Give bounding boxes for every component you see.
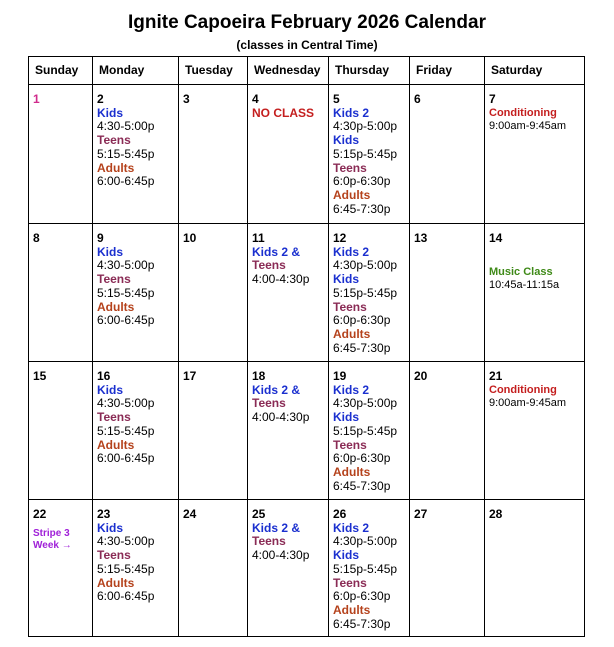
teens-time: 6:0p-6:30p — [333, 313, 391, 328]
day-number: 10 — [183, 231, 197, 245]
day-cell-9 — [93, 224, 179, 362]
day-number: 28 — [489, 507, 503, 521]
weekday-header-row — [29, 57, 585, 85]
cell-spacer — [489, 246, 580, 266]
teens-label: Teens — [252, 396, 286, 411]
day-cell-21 — [485, 362, 585, 500]
day-cell-23 — [93, 500, 179, 637]
adults-time: 6:00-6:45p — [97, 174, 155, 189]
kids-label: Kids — [97, 382, 124, 397]
teens-time: 5:15-5:45p — [97, 146, 155, 161]
day-cell-6 — [410, 85, 485, 224]
day-number: 7 — [489, 92, 496, 106]
day-number: 19 — [333, 369, 347, 383]
day-cell-11 — [248, 224, 329, 362]
day-cell-19 — [329, 362, 410, 500]
day-cell-13 — [410, 224, 485, 362]
day-cell-15 — [29, 362, 93, 500]
day-cell-17 — [179, 362, 248, 500]
day-number: 4 — [252, 92, 259, 106]
teens-label: Teens — [333, 575, 367, 590]
day-cell-27 — [410, 500, 485, 637]
day-cell-5 — [329, 85, 410, 224]
day-number: 15 — [33, 369, 47, 383]
adults-time: 6:45-7:30p — [333, 616, 391, 631]
kids-time: 4:30-5:00p — [97, 258, 155, 273]
music-class-time: 10:45a-11:15a — [489, 278, 560, 291]
teens-time: 5:15-5:45p — [97, 423, 155, 438]
day-cell-16 — [93, 362, 179, 500]
day-cell-12 — [329, 224, 410, 362]
kids2-label: Kids 2 & — [252, 520, 301, 535]
kids-label: Kids — [333, 272, 360, 287]
weekday-header-thursday: Thursday — [329, 57, 410, 85]
teens-label: Teens — [252, 258, 286, 273]
kids2-label: Kids 2 & — [252, 382, 301, 397]
day-cell-28 — [485, 500, 585, 637]
kids2-time: 4:30p-5:00p — [333, 534, 398, 549]
day-number: 6 — [414, 92, 421, 106]
teens-time: 6:0p-6:30p — [333, 589, 391, 604]
kids-label: Kids — [333, 548, 360, 563]
weekday-header-tuesday: Tuesday — [179, 57, 248, 85]
day-cell-7 — [485, 85, 585, 224]
day-number: 9 — [97, 231, 104, 245]
day-cell-3 — [179, 85, 248, 224]
conditioning-time: 9:00am-9:45am — [489, 396, 567, 409]
day-number: 17 — [183, 369, 197, 383]
kids-time: 5:15p-5:45p — [333, 423, 398, 438]
day-number: 23 — [97, 507, 111, 521]
day-number: 8 — [33, 231, 40, 245]
conditioning-label: Conditioning — [489, 383, 557, 396]
adults-time: 6:45-7:30p — [333, 201, 391, 216]
day-number: 3 — [183, 92, 190, 106]
adults-time: 6:00-6:45p — [97, 589, 155, 604]
adults-label: Adults — [333, 326, 371, 341]
adults-time: 6:00-6:45p — [97, 451, 155, 466]
day-number: 11 — [252, 231, 265, 245]
kids-label: Kids — [97, 244, 124, 259]
adults-time: 6:00-6:45p — [97, 313, 155, 328]
day-number: 1 — [33, 92, 40, 106]
kids-time: 5:15p-5:45p — [333, 285, 398, 300]
kids-label: Kids — [333, 410, 360, 425]
teens-label: Teens — [97, 272, 131, 287]
teens-label: Teens — [333, 437, 367, 452]
day-cell-14 — [485, 224, 585, 362]
kids2-time: 4:30p-5:00p — [333, 396, 398, 411]
kids2-label: Kids 2 & — [252, 244, 301, 259]
adults-label: Adults — [333, 187, 371, 202]
adults-time: 6:45-7:30p — [333, 340, 391, 355]
weekday-header-sunday: Sunday — [29, 57, 93, 85]
kids-time: 4:30-5:00p — [97, 396, 155, 411]
day-cell-8 — [29, 224, 93, 362]
teens-label: Teens — [97, 410, 131, 425]
music-class-label: Music Class — [489, 265, 553, 278]
day-number: 22 — [33, 507, 47, 521]
kids-time: 4:30-5:00p — [97, 119, 155, 134]
adults-label: Adults — [97, 575, 135, 590]
adults-label: Adults — [333, 602, 371, 617]
day-number: 26 — [333, 507, 347, 521]
no-class-notice: NO CLASS — [252, 105, 315, 120]
teens-label: Teens — [333, 160, 367, 175]
weekday-header-friday: Friday — [410, 57, 485, 85]
stripe-week-note-line2: Week → — [33, 539, 72, 551]
weekday-header-wednesday: Wednesday — [248, 57, 329, 85]
kids-label: Kids — [333, 133, 360, 148]
day-number: 5 — [333, 92, 340, 106]
kids-time: 4:30-5:00p — [97, 534, 155, 549]
day-number: 27 — [414, 507, 428, 521]
kids-label: Kids — [97, 105, 124, 120]
stripe-week-note — [33, 528, 88, 552]
conditioning-time: 9:00am-9:45am — [489, 119, 567, 132]
adults-label: Adults — [97, 437, 135, 452]
teens-label: Teens — [97, 133, 131, 148]
teens-label: Teens — [252, 534, 286, 549]
day-number: 16 — [97, 369, 111, 383]
weekday-header-saturday: Saturday — [485, 57, 585, 85]
week-row-4 — [29, 500, 585, 637]
kids-time: 5:15p-5:45p — [333, 561, 398, 576]
conditioning-label: Conditioning — [489, 106, 557, 119]
teens-time: 5:15-5:45p — [97, 561, 155, 576]
day-cell-25 — [248, 500, 329, 637]
kids2-label: Kids 2 — [333, 520, 370, 535]
day-cell-26 — [329, 500, 410, 637]
day-number: 25 — [252, 507, 266, 521]
kids2-label: Kids 2 — [333, 382, 370, 397]
stripe-week-note-line1: Stripe 3 — [33, 527, 70, 539]
week-row-3 — [29, 362, 585, 500]
class-time: 4:00-4:30p — [252, 410, 310, 425]
class-time: 4:00-4:30p — [252, 272, 310, 287]
adults-label: Adults — [333, 464, 371, 479]
kids-label: Kids — [97, 520, 124, 535]
teens-time: 6:0p-6:30p — [333, 174, 391, 189]
adults-time: 6:45-7:30p — [333, 478, 391, 493]
week-row-2 — [29, 224, 585, 362]
day-number: 18 — [252, 369, 266, 383]
day-cell-4 — [248, 85, 329, 224]
page-subtitle: (classes in Central Time) — [236, 38, 378, 52]
day-number: 2 — [97, 92, 104, 106]
kids2-label: Kids 2 — [333, 244, 370, 259]
day-number: 14 — [489, 231, 503, 245]
kids2-time: 4:30p-5:00p — [333, 119, 398, 134]
teens-label: Teens — [333, 299, 367, 314]
adults-label: Adults — [97, 299, 135, 314]
kids-time: 5:15p-5:45p — [333, 146, 398, 161]
day-cell-24 — [179, 500, 248, 637]
day-cell-1 — [29, 85, 93, 224]
day-number: 12 — [333, 231, 347, 245]
week-row-1 — [29, 85, 585, 224]
page-title: Ignite Capoeira February 2026 Calendar — [128, 12, 486, 33]
kids2-time: 4:30p-5:00p — [333, 258, 398, 273]
calendar-table — [28, 56, 585, 637]
day-cell-2 — [93, 85, 179, 224]
class-time: 4:00-4:30p — [252, 548, 310, 563]
day-cell-22 — [29, 500, 93, 637]
adults-label: Adults — [97, 160, 135, 175]
teens-time: 5:15-5:45p — [97, 285, 155, 300]
day-cell-18 — [248, 362, 329, 500]
teens-time: 6:0p-6:30p — [333, 451, 391, 466]
day-number: 20 — [414, 369, 428, 383]
day-cell-10 — [179, 224, 248, 362]
day-cell-20 — [410, 362, 485, 500]
weekday-header-monday: Monday — [93, 57, 179, 85]
day-number: 13 — [414, 231, 428, 245]
teens-label: Teens — [97, 548, 131, 563]
kids2-label: Kids 2 — [333, 105, 370, 120]
day-number: 24 — [183, 507, 197, 521]
day-number: 21 — [489, 369, 503, 383]
